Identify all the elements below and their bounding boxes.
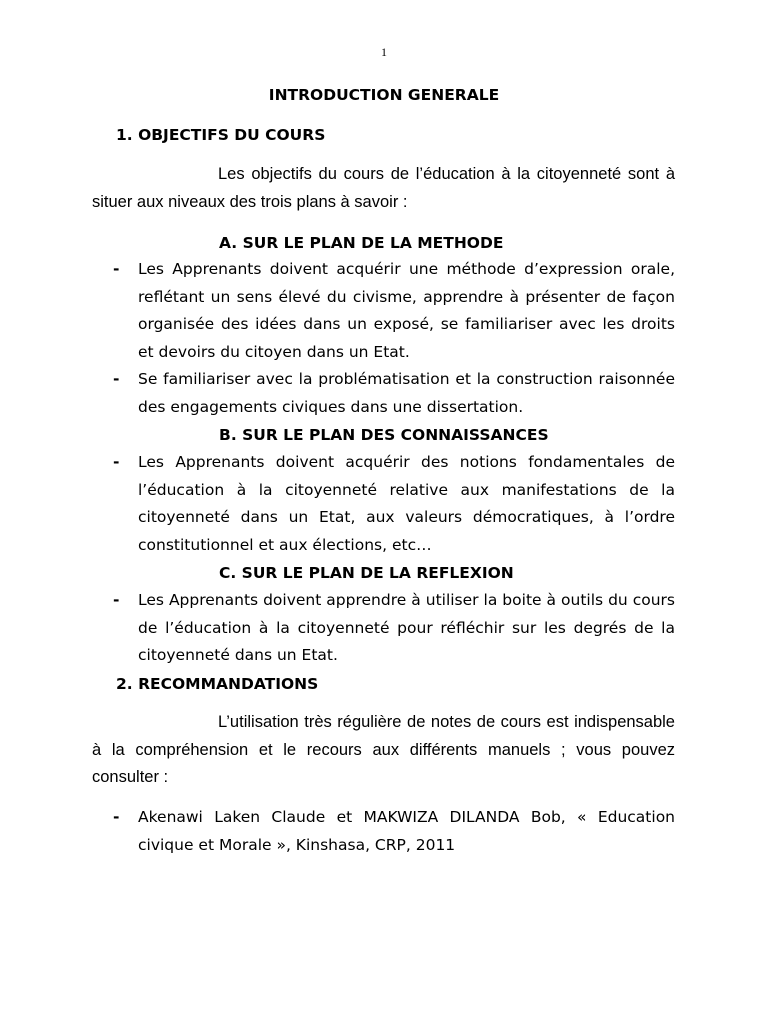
list-item [92, 256, 675, 366]
list-item [92, 449, 675, 559]
subsection-a-heading: A. SUR LE PLAN DE LA METHODE [219, 234, 504, 252]
bullet-dash: - [113, 808, 120, 826]
bullet-dash: - [113, 260, 120, 278]
list-item-text: Les Apprenants doivent apprendre à utiliser la boite à outils du cours de l’éducation à la citoyenneté pour réfléchir sur les degrés de la citoyenneté dans un Etat. [138, 591, 675, 664]
list-item-text: Se familiariser avec la problématisation et la construction raisonnée des engagements civiques dans une dissertation. [138, 370, 675, 416]
bullet-dash: - [113, 453, 120, 471]
references-list [92, 804, 675, 859]
subsection-c-heading: C. SUR LE PLAN DE LA REFLEXION [219, 564, 514, 582]
subsection-b-heading: B. SUR LE PLAN DES CONNAISSANCES [219, 426, 549, 444]
list-item [92, 804, 675, 859]
page-number: 1 [381, 45, 387, 59]
section-1-intro: Les objectifs du cours de l’éducation à la citoyenneté sont à situer aux niveaux des trois plans à savoir : [92, 165, 675, 211]
section-2-intro: L’utilisation très régulière de notes de cours est indispensable à la compréhension et le recours aux différents manuels ; vous pouvez consulter : [92, 713, 675, 786]
list-item-text: Les Apprenants doivent acquérir des notions fondamentales de l’éducation à la citoyenneté relative aux manifestations de la citoyenneté dans un Etat, aux valeurs démocratiques, à l’ordre constitutionnel et aux élections, etc… [138, 453, 675, 554]
list-item-text: Les Apprenants doivent acquérir une méthode d’expression orale, reflétant un sens élevé du civisme, apprendre à présenter de façon organisée des idées dans un exposé, se familiariser avec les droits et devoirs du citoyen dans un Etat. [138, 260, 675, 361]
subsection-a-list [92, 256, 675, 421]
section-1-heading: 1. OBJECTIFS DU COURS [116, 126, 326, 144]
section-2-heading: 2. RECOMMANDATIONS [116, 675, 319, 693]
bullet-dash: - [113, 591, 120, 609]
reference-text: Akenawi Laken Claude et MAKWIZA DILANDA Bob, « Education civique et Morale », Kinshasa, CRP, 2011 [138, 808, 675, 854]
list-item [92, 587, 675, 670]
subsection-b-list [92, 449, 675, 559]
bullet-dash: - [113, 370, 120, 388]
subsection-c-list [92, 587, 675, 670]
document-title: INTRODUCTION GENERALE [268, 86, 500, 104]
list-item [92, 366, 675, 421]
